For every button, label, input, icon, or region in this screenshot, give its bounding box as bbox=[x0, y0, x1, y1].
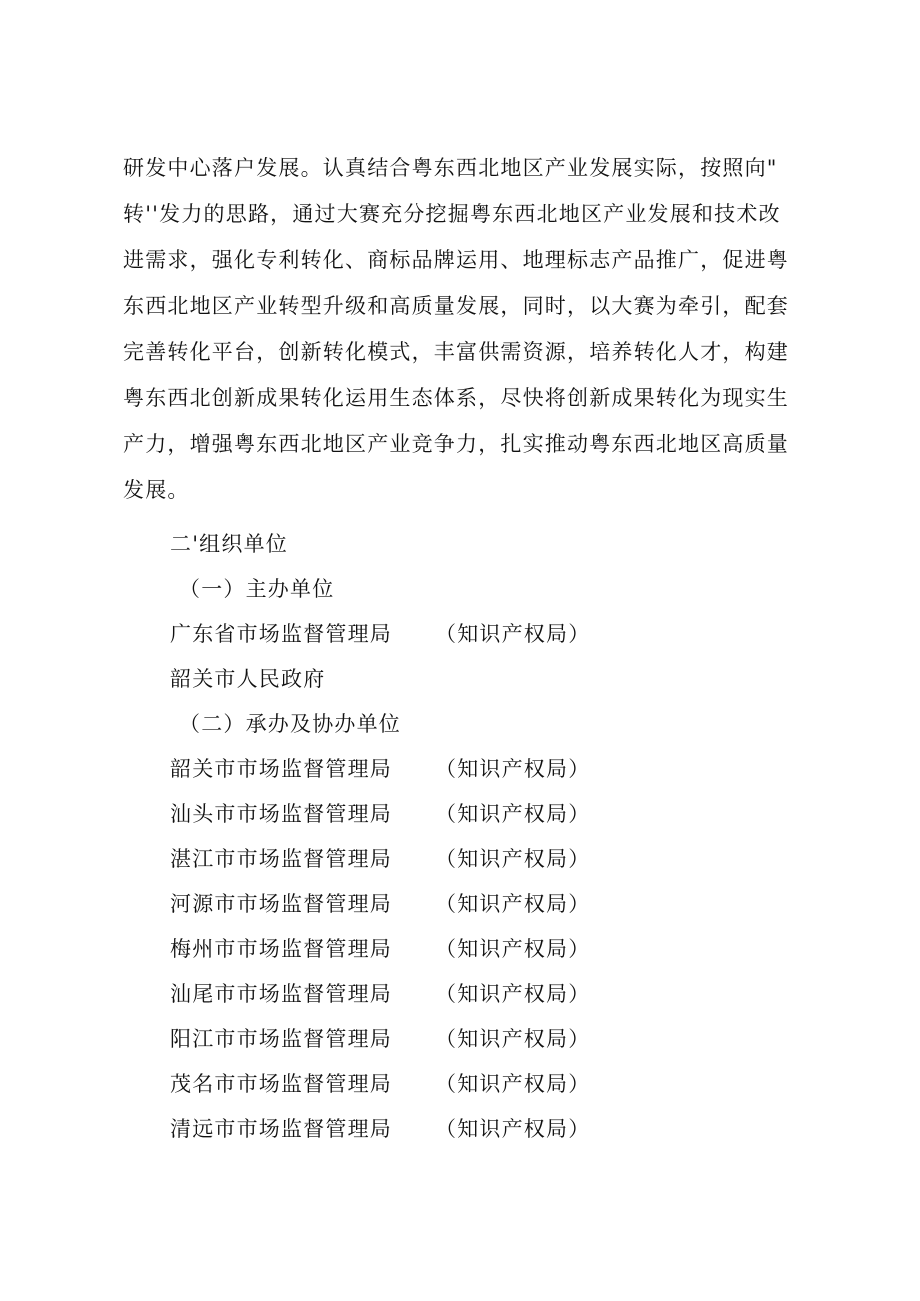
org-note: （知识产权局） bbox=[435, 802, 591, 826]
org-name: 汕头市市场监督管理局 bbox=[170, 802, 392, 826]
org-row bbox=[123, 792, 813, 837]
org-name: 清远市市场监督管理局 bbox=[170, 1117, 392, 1141]
paragraph-line: 完善转化平台，创新转化模式，丰富供需资源，培养转化人才，构建 bbox=[123, 340, 789, 364]
org-row bbox=[123, 837, 813, 882]
org-row bbox=[123, 927, 813, 972]
org-note: （知识产权局） bbox=[435, 847, 591, 871]
organizer-units-heading: （二）承办及协办单位 bbox=[179, 712, 401, 736]
org-name: 湛江市市场监督管理局 bbox=[170, 847, 392, 871]
org-row bbox=[123, 1017, 813, 1062]
org-note: （知识产权局） bbox=[435, 892, 591, 916]
org-name: 梅州市市场监督管理局 bbox=[170, 937, 392, 961]
org-row bbox=[123, 657, 813, 702]
paragraph-line: 进需求，强化专利转化、商标品牌运用、地理标志产品推广，促进粤 bbox=[123, 248, 789, 272]
org-name: 河源市市场监督管理局 bbox=[170, 892, 392, 916]
body-paragraph bbox=[123, 145, 813, 513]
org-name: 汕尾市市场监督管理局 bbox=[170, 982, 392, 1006]
org-note: （知识产权局） bbox=[435, 1117, 591, 1141]
section-heading: 二'组织单位 bbox=[170, 532, 288, 556]
org-name: 韶关市市场监督管理局 bbox=[170, 757, 392, 781]
org-row bbox=[123, 1062, 813, 1107]
org-name: 韶关市人民政府 bbox=[170, 667, 326, 691]
org-note: （知识产权局） bbox=[435, 937, 591, 961]
org-row bbox=[123, 612, 813, 657]
host-units-heading: （一）主办单位 bbox=[179, 577, 335, 601]
org-note: （知识产权局） bbox=[435, 1027, 591, 1051]
paragraph-line: 研发中心落户发展。认真结合粤东西北地区产业发展实际，按照向" bbox=[123, 156, 778, 180]
paragraph-line: 粤东西北创新成果转化运用生态体系，尽快将创新成果转化为现实生 bbox=[123, 386, 789, 410]
paragraph-line: 东西北地区产业转型升级和高质量发展，同时，以大赛为牵引，配套 bbox=[123, 294, 789, 318]
org-row bbox=[123, 747, 813, 792]
paragraph-line: 转''发力的思路，通过大赛充分挖掘粤东西北地区产业发展和技术改 bbox=[123, 202, 781, 226]
paragraph-line: 产力，增强粤东西北地区产业竞争力，扎实推动粤东西北地区高质量 bbox=[123, 432, 789, 456]
org-note: （知识产权局） bbox=[435, 982, 591, 1006]
org-note: （知识产权局） bbox=[435, 757, 591, 781]
paragraph-line: 发展。 bbox=[123, 478, 190, 502]
org-row bbox=[123, 882, 813, 927]
organizing-units-section bbox=[123, 522, 813, 1152]
org-note: （知识产权局） bbox=[435, 622, 591, 646]
org-name: 广东省市场监督管理局 bbox=[170, 622, 392, 646]
org-name: 阳江市市场监督管理局 bbox=[170, 1027, 392, 1051]
org-name: 茂名市市场监督管理局 bbox=[170, 1072, 392, 1096]
org-row bbox=[123, 972, 813, 1017]
org-row bbox=[123, 1107, 813, 1152]
org-note: （知识产权局） bbox=[435, 1072, 591, 1096]
